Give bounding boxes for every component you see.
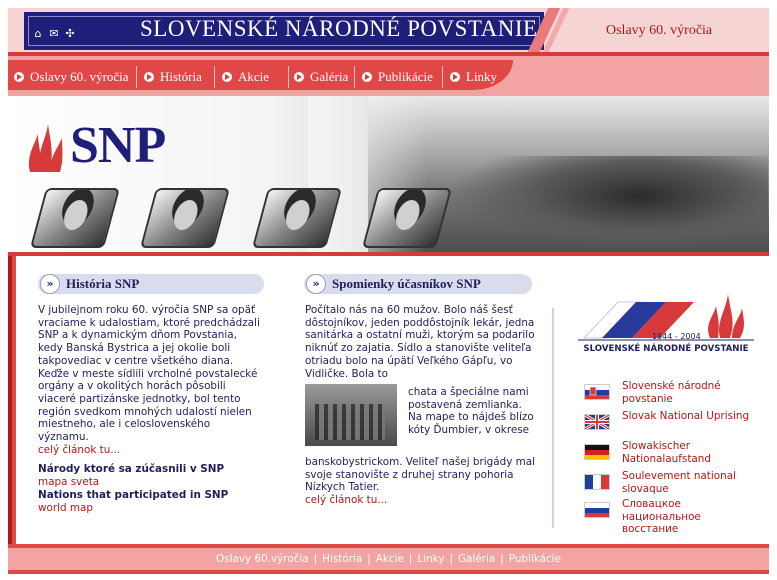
mail-icon[interactable]: ✉ [49, 27, 59, 40]
lang-item-russian[interactable]: Словацкое национальное восстание [584, 498, 752, 536]
site-title: SLOVENSKÉ NÁRODNÉ POVSTANIE [140, 16, 538, 41]
bullet-icon [450, 72, 460, 82]
snp-logo-text: SNP [70, 117, 166, 174]
header-icons [32, 28, 76, 40]
world-map-en-link[interactable]: world map [38, 501, 93, 514]
slovak-flag-icon [584, 384, 610, 400]
logo-caption: SLOVENSKÉ NÁRODNÉ POVSTANIE [583, 344, 749, 354]
bullet-icon [362, 72, 372, 82]
lang-item-french[interactable]: Soulevement national slovaque [584, 470, 752, 495]
footer-link-history[interactable]: História [322, 553, 363, 565]
french-flag-icon [584, 474, 610, 490]
memories-body-bottom: banskobystrickom. Veliteľ našej brigády mal svoje stanovište z druhej strany pohoria Nízkych Tatier. celý článok tu... [305, 456, 536, 507]
footer-link-gallery[interactable]: Galéria [457, 553, 496, 565]
portrait-2 [140, 188, 230, 248]
logo-years: 1944 - 2004 [652, 332, 701, 341]
nav-item-links[interactable]: Linky [450, 68, 497, 86]
world-map-link[interactable]: mapa sveta [38, 476, 100, 489]
german-flag-icon [584, 444, 610, 460]
nav-item-publications[interactable]: Publikácie [362, 68, 433, 86]
bullet-icon [144, 72, 154, 82]
footer-nav: Oslavy 60.výročia | História | Akcie | Linky | Galéria | Publikácie [8, 548, 769, 570]
lang-item-english[interactable]: Slovak National Uprising [584, 410, 752, 430]
lang-item-slovak[interactable]: Slovenské národné povstanie [584, 380, 752, 405]
portrait-1 [30, 188, 120, 248]
history-heading[interactable]: » História SNP [38, 274, 264, 294]
home-icon[interactable]: ⌂ [34, 27, 42, 40]
memories-body-side: chata a špeciálne nami postavená zemlianka. Na mape to nájdeš blízo kóty Ďumbier, v okrese [408, 386, 534, 437]
memories-heading[interactable]: » Spomienky účasníkov SNP [304, 274, 532, 294]
chevron-right-icon: » [40, 274, 60, 294]
nav-item-history[interactable]: História [144, 68, 202, 86]
footer-link-events[interactable]: Akcie [375, 553, 404, 565]
nav-item-events[interactable]: Akcie [222, 68, 269, 86]
memories-body-top: Počítalo nás na 60 mužov. Bolo náš šesť dôstojníkov, jeden poddôstojník lekár, jedna sanitárka a ostatní muži, ktorým sa podarilo niknúť zo zajatia. Sídlo a stanovište veliteľa otriadu bolo na úpätí Veľkého Gápľu, vo Vidličke. Bola to [305, 304, 535, 380]
nations-title-link[interactable]: Národy ktoré sa zúčasnili v SNP [38, 463, 225, 476]
banner [8, 96, 769, 254]
page-frame [8, 8, 769, 576]
footer-link-publications[interactable]: Publikácie [508, 553, 561, 565]
footer-link-links[interactable]: Linky [417, 553, 445, 565]
bullet-icon [14, 72, 24, 82]
russian-flag-icon [584, 502, 610, 518]
flame-logo-icon [24, 116, 68, 178]
nav-item-gallery[interactable]: Galéria [294, 68, 348, 86]
lang-item-german[interactable]: Slowakischer Nationalaufstand [584, 440, 752, 465]
nations-en-title-link[interactable]: Nations that participated in SNP [38, 488, 229, 501]
footer-link-anniversary[interactable]: Oslavy 60.výročia [216, 553, 309, 565]
memories-photo [305, 384, 397, 446]
memories-more-link[interactable]: celý článok tu... [305, 494, 388, 507]
bullet-icon [222, 72, 232, 82]
chevron-right-icon: » [306, 274, 326, 294]
history-more-link[interactable]: celý článok tu... [38, 443, 121, 456]
nav-item-anniversary[interactable]: Oslavy 60. výročia [14, 68, 129, 86]
sitemap-icon[interactable]: ✣ [65, 27, 75, 40]
anniversary-logo [574, 294, 758, 358]
anniversary-link[interactable]: Oslavy 60. výročia [606, 23, 713, 38]
uk-flag-icon [584, 414, 610, 430]
bullet-icon [294, 72, 304, 82]
history-body: V jubilejnom roku 60. výročia SNP sa opäť vraciame k udalostiam, ktoré predchádzali SNP a k dynamickým dňom Povstania, kedy Banská Bystrica a jej okolie boli takpovediac v centre všetkého diana. Keďže v meste sídlili vrcholné povstalecké orgány a v okolitých horách pôsobili viaceré partizánske jednotky, bol tento región svedkom mnohých udalostí nielen miestneho, ale i celoslovenského významu. celý článok tu... Národy ktoré sa zúčasnili v SNP mapa sveta Nations that participated in SNP world map [38, 304, 260, 514]
